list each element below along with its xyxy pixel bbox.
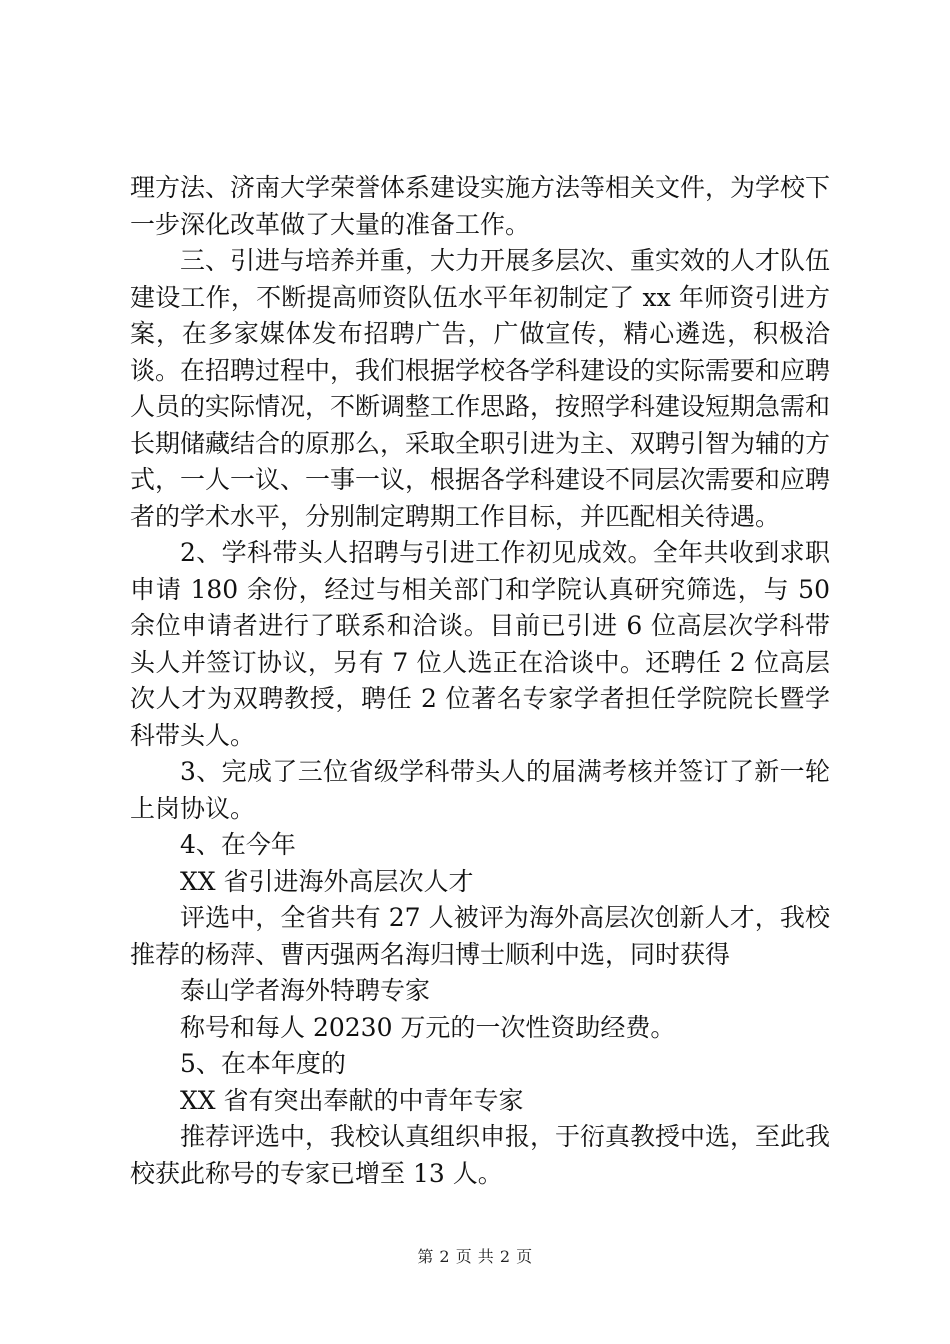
document-body — [130, 170, 830, 1192]
paragraph-program-name-overseas: XX 省引进海外高层次人才 — [180, 866, 474, 896]
page-number-footer: 第 2 页 共 2 页 — [417, 1247, 533, 1266]
paragraph-title-taishan: 泰山学者海外特聘专家 — [180, 976, 431, 1005]
paragraph-item-2: 2、学科带头人招聘与引进工作初见成效。全年共收到求职申请 180 余份，经过与相关部门和学院认真研究筛选，与 50 余位申请者进行了联系和洽谈。目前已引进 6 位高层次学科带头人并签订协议，另有 7 位人选正在洽谈中。还聘任 2 位高层次人才为双聘教授，聘任 2 位著名专家学者担任学院院长暨学科带头人。 — [130, 538, 830, 750]
paragraph-funding: 称号和每人 20230 万元的一次性资助经费。 — [180, 1012, 676, 1042]
paragraph-continuation: 理方法、济南大学荣誉体系建设实施方法等相关文件，为学校下一步深化改革做了大量的准备工作。 — [130, 173, 831, 239]
paragraph-program-name-experts: XX 省有突出奉献的中青年专家 — [180, 1085, 524, 1115]
paragraph-item-4: 4、在今年 — [180, 830, 296, 859]
paragraph-item-3: 3、完成了三位省级学科带头人的届满考核并签订了新一轮上岗协议。 — [130, 757, 830, 823]
paragraph-item-4-detail: 评选中，全省共有 27 人被评为海外高层次创新人才，我校推荐的杨萍、曹丙强两名海归博士顺利中选，同时获得 — [130, 903, 830, 969]
paragraph-section-three: 三、引进与培养并重，大力开展多层次、重实效的人才队伍建设工作，不断提高师资队伍水平年初制定了 xx 年师资引进方案，在多家媒体发布招聘广告，广做宣传，精心遴选，积极洽谈。在招聘过程中，我们根据学校各学科建设的实际需要和应聘人员的实际情况，不断调整工作思路，按照学科建设短期急需和长期储藏结合的原那么，采取全职引进为主、双聘引智为辅的方式，一人一议、一事一议，根据各学科建设不同层次需要和应聘者的学术水平，分别制定聘期工作目标，并匹配相关待遇。 — [130, 246, 831, 531]
paragraph-item-5: 5、在本年度的 — [180, 1049, 346, 1078]
paragraph-item-5-detail: 推荐评选中，我校认真组织申报，于衍真教授中选，至此我校获此称号的专家已增至 13 人。 — [130, 1122, 831, 1188]
